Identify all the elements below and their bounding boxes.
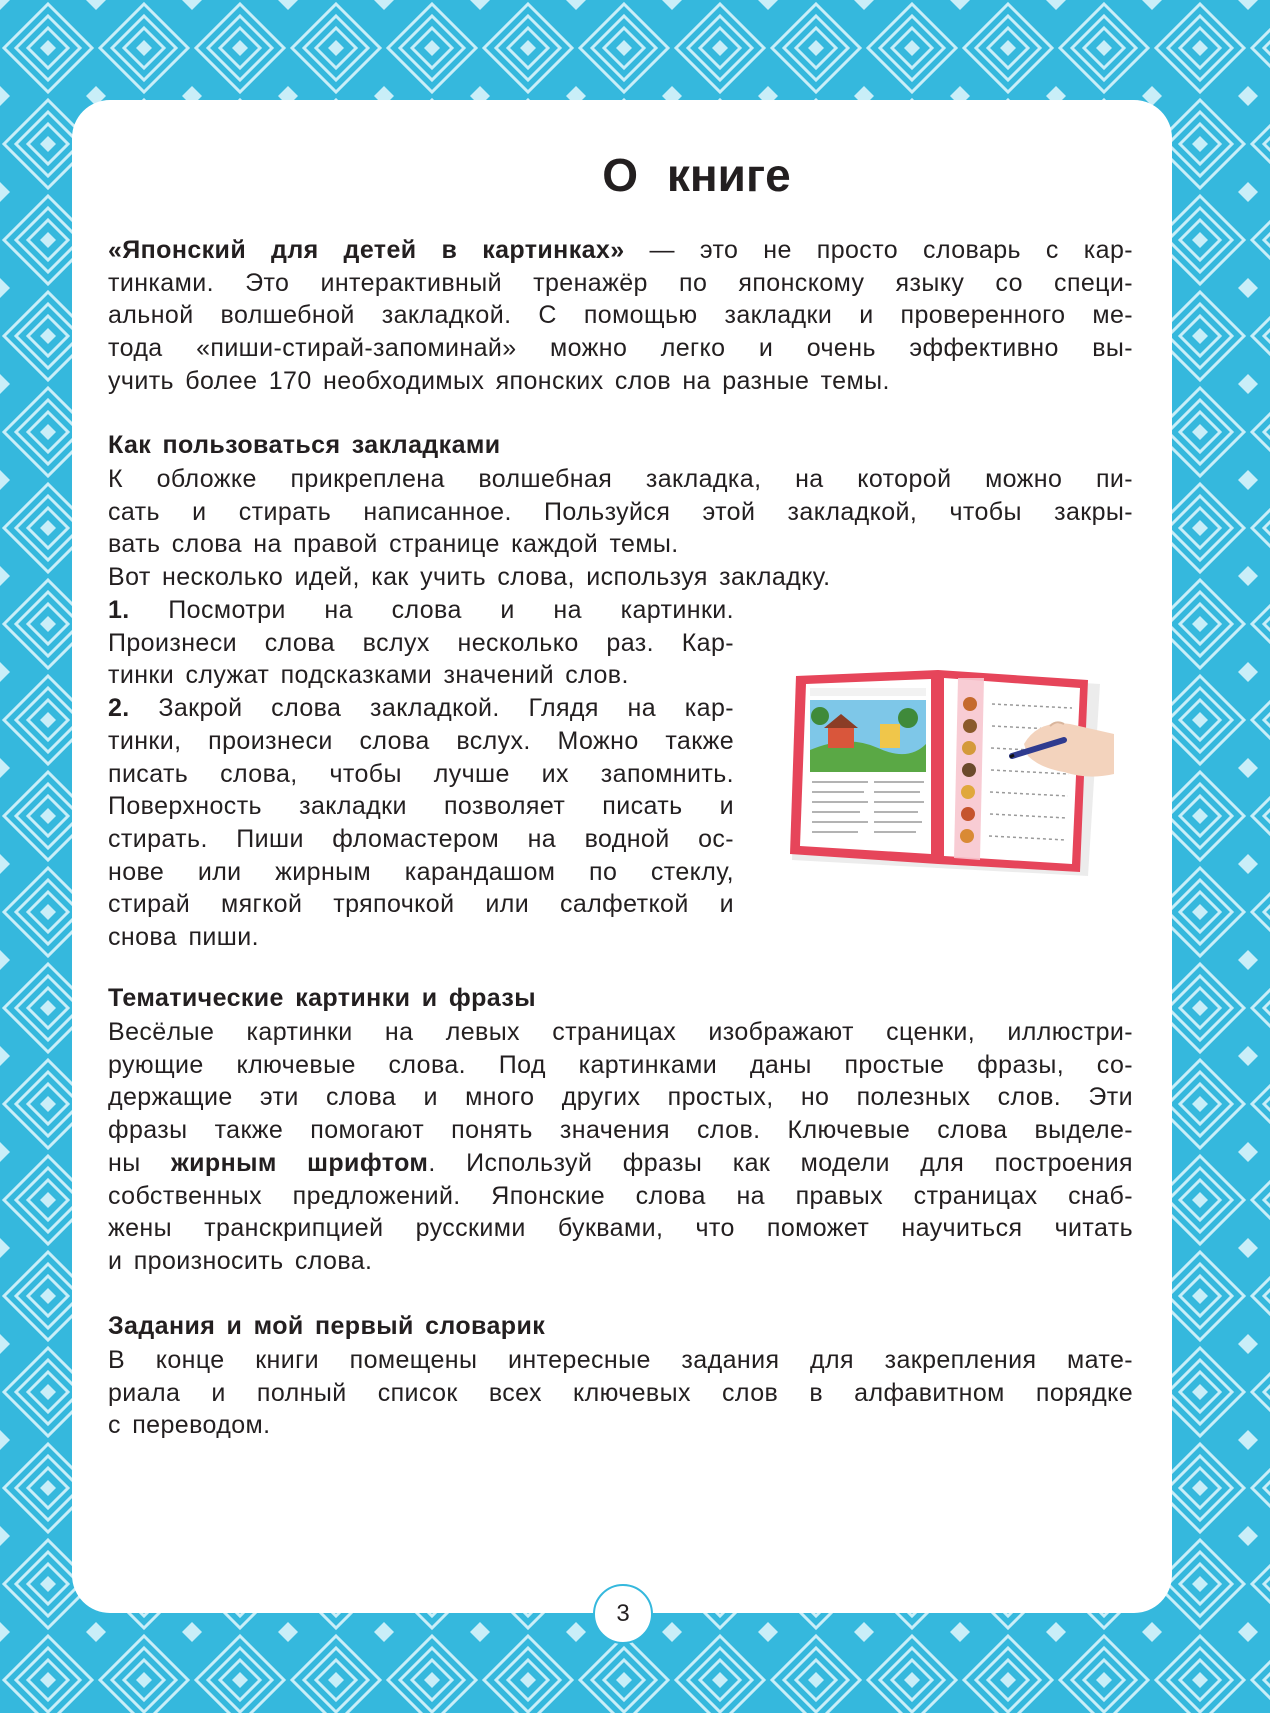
step-2-line: писать слова, чтобы лучше их запомнить.: [108, 759, 734, 788]
step-2-line: Поверхность закладки позволяет писать и: [108, 792, 734, 821]
bookmarks-line: вать слова на правой странице каждой темы.: [108, 530, 679, 559]
thematic-line: собственных предложений. Японские слова на правых страницах снаб-: [108, 1181, 1133, 1210]
step-2-number: 2.: [108, 694, 130, 723]
tasks-line: с переводом.: [108, 1411, 271, 1440]
intro-line: учить более 170 необходимых японских слов на разные темы.: [108, 366, 890, 395]
thematic-paragraph: Весёлые картинки на левых страницах изображают сценки, иллюстри- рующие ключевые слова. Под картинками даны простые фразы, со- держащие эти слова и много других простых, но полезных слов. Эти фразы также помогают понять значения слов. Ключевые слова выделе- ны жирным шрифтом. Используй фразы как модели для построения собственных предложений. Японские слова на правых страницах снаб- жены транскрипцией русскими буквами, что поможет научиться читать и произносить слова.: [108, 1016, 1133, 1278]
bookmarks-line: Вот несколько идей, как учить слова, используя закладку.: [108, 563, 831, 592]
tasks-line: В конце книги помещены интересные задания для закрепления мате-: [108, 1346, 1133, 1374]
thematic-line: жены транскрипцией русскими буквами, что поможет научиться читать: [108, 1214, 1133, 1243]
step-2-line: стирай мягкой тряпочкой или салфеткой и: [108, 890, 734, 919]
bookmarks-paragraph: [108, 463, 1133, 594]
bookmarks-steps: 1. Посмотри на слова и на картинки. Произнеси слова вслух несколько раз. Кар- тинки служат подсказками значений слов. 2. Закрой слова закладкой. Глядя на кар- тинки, произнеси слова вслух. Можно также писать слова, чтобы лучше их запомнить. Поверхность закладки позволяет писать и стирать. Пиши фломастером на водной ос- нове или жирным карандашом по стеклу, стирай мягкой тряпочкой или салфеткой и снова пиши.: [108, 594, 734, 954]
bookmark-usage-illustration: [788, 664, 1116, 882]
step-2-line: тинки, произнеси слова вслух. Можно также: [108, 726, 734, 755]
bold-font-example: жирным шрифтом: [171, 1148, 429, 1177]
step-2-line: снова пиши.: [108, 923, 259, 952]
tasks-paragraph: [108, 1344, 1133, 1442]
step-1-line: Произнеси слова вслух несколько раз. Кар-: [108, 628, 734, 657]
thematic-line: рующие ключевые слова. Под картинками даны простые фразы, со-: [108, 1050, 1133, 1079]
page-number: 3: [593, 1584, 653, 1644]
book-title-bold: «Японский для детей в картинках»: [108, 236, 625, 264]
page-title: О книге: [602, 149, 791, 201]
step-2-line: нове или жирным карандашом по стеклу,: [108, 857, 734, 886]
thematic-heading: Тематические картинки и фразы: [108, 984, 536, 1012]
bookmarks-line: сать и стирать написанное. Пользуйся этой закладкой, чтобы закры-: [108, 497, 1133, 526]
step-2-line: стирать. Пиши фломастером на водной ос-: [108, 824, 734, 853]
thematic-line: и произносить слова.: [108, 1246, 373, 1275]
intro-line: тода «пиши-стирай-запоминай» можно легко и очень эффективно вы-: [108, 334, 1133, 363]
thematic-line: Весёлые картинки на левых страницах изображают сценки, иллюстри-: [108, 1018, 1133, 1046]
thematic-line: держащие эти слова и много других простых, но полезных слов. Эти: [108, 1083, 1133, 1112]
thematic-line: фразы также помогают понять значения слов. Ключевые слова выделе-: [108, 1116, 1133, 1145]
tasks-line: риала и полный список всех ключевых слов в алфавитном порядке: [108, 1378, 1133, 1407]
intro-line: альной волшебной закладкой. С помощью закладки и проверенного ме-: [108, 301, 1133, 330]
bookmarks-heading: Как пользоваться закладками: [108, 431, 501, 459]
bookmarks-line: К обложке прикреплена волшебная закладка, на которой можно пи-: [108, 465, 1133, 493]
tasks-heading: Задания и мой первый словарик: [108, 1312, 546, 1340]
intro-paragraph: «Японский для детей в картинках» — это не просто словарь с кар- тинками. Это интерактивный тренажёр по японскому языку со специ- альной волшебной закладкой. С помощью закладки и проверенного ме- тода «пиши-стирай-запоминай» можно легко и очень эффективно вы- учить более 170 необходимых японских слов на разные темы.: [108, 234, 1133, 398]
step-1-number: 1.: [108, 596, 130, 624]
intro-line: тинками. Это интерактивный тренажёр по японскому языку со специ-: [108, 268, 1133, 297]
step-1-line: тинки служат подсказками значений слов.: [108, 661, 629, 690]
